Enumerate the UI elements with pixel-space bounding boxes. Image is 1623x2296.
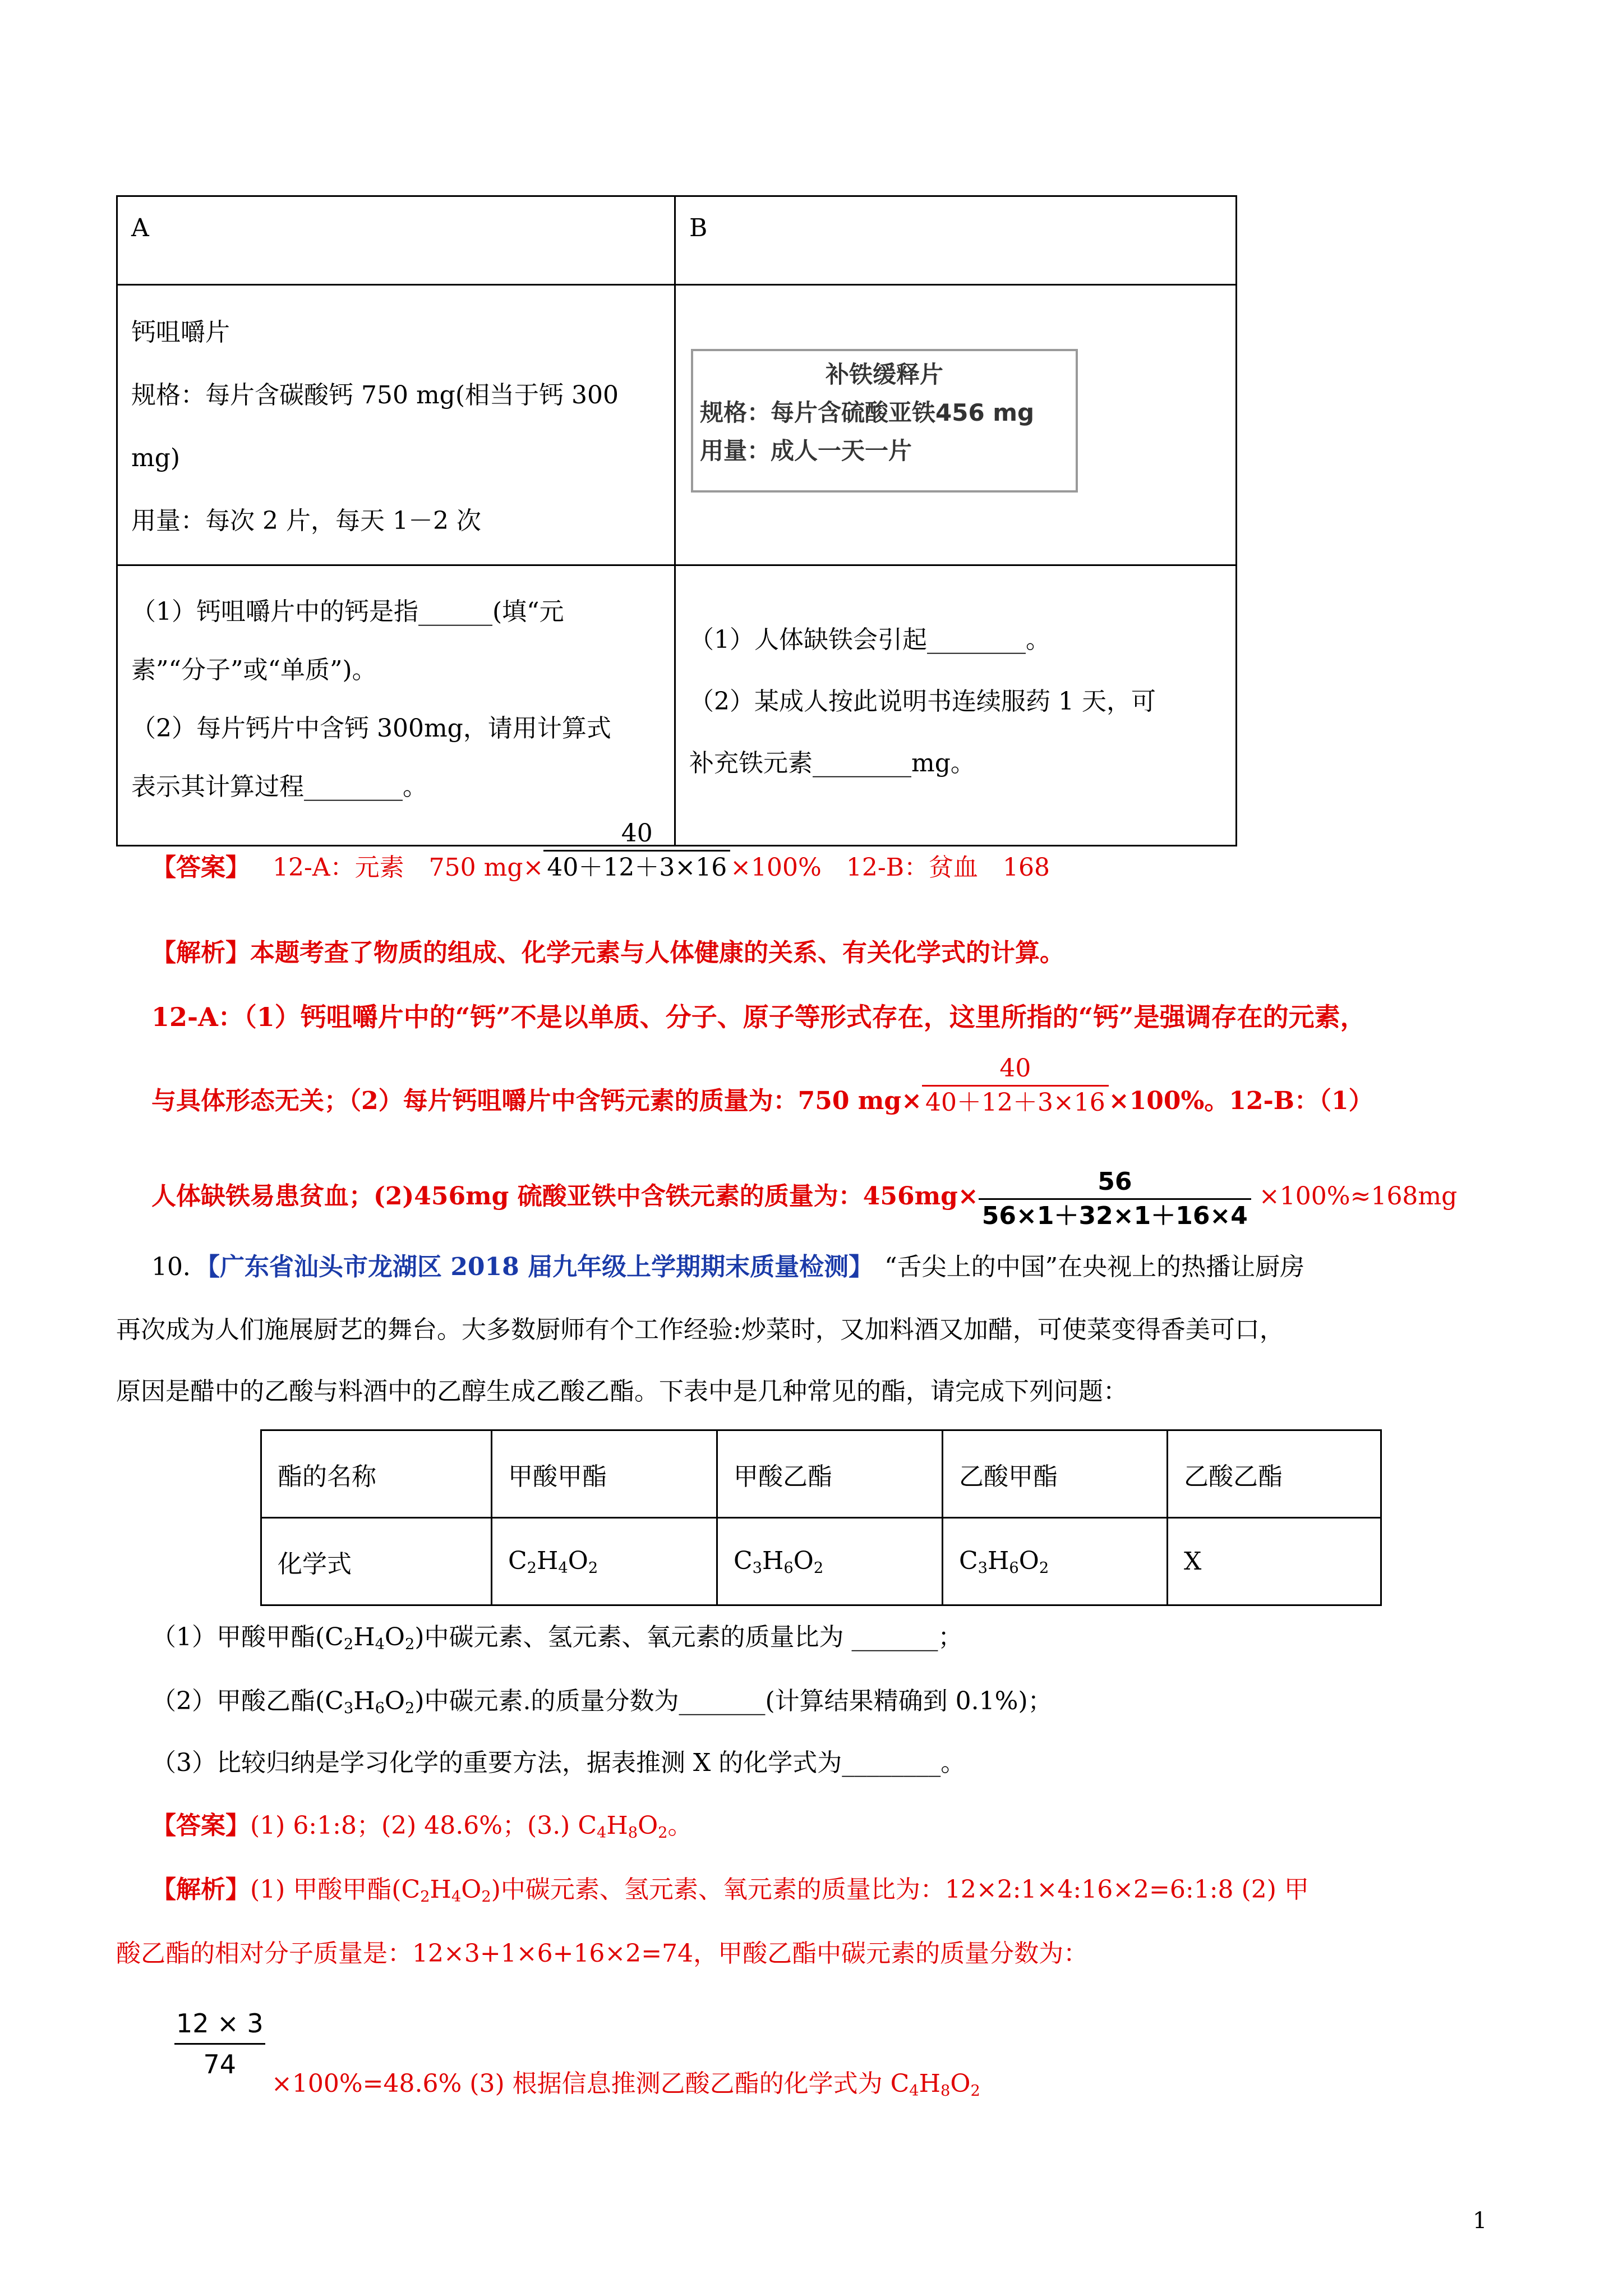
q10-analysis-fraction <box>173 2008 267 2079</box>
label-title: 补铁缓释片 <box>825 361 943 388</box>
iron-tablet-label <box>691 349 1078 493</box>
fraction-numerator: 56 <box>1098 1167 1132 1196</box>
formula-cell: $C_3H_6O_2$ <box>717 1518 943 1605</box>
q10-analysis-line2: 酸乙酯的相对分子质量是：12×3+1×6+16×2=74，甲酸乙酯中碳元素的质量分数为： <box>116 1939 1089 1968</box>
question-line: （1）人体缺铁会引起________。 <box>689 625 1050 654</box>
q12-analysis-line2: 12-A：（1）钙咀嚼片中的“钙”不是以单质、分子、原子等形式存在，这里所指的“钙”是强调存在的元素， <box>151 1002 1366 1032</box>
analysis-line3-text: ×100%=48.6% (3) 根据信息推测乙酸乙酯的化学式为 C <box>271 2069 910 2098</box>
ester-name: 甲酸甲酯 <box>492 1430 717 1518</box>
analysis-tag: 【解析】 <box>151 1875 250 1904</box>
calcium-iron-table <box>116 195 1237 846</box>
ester-name: 乙酸乙酯 <box>1168 1430 1381 1518</box>
answer-fraction <box>543 817 730 884</box>
q12-analysis-line3 <box>151 1054 1373 1119</box>
line3-fraction <box>922 1052 1109 1119</box>
question-line: 素”“分子”或“单质”)。 <box>131 656 377 684</box>
sub1-pre: （1）甲酸甲酯(C <box>151 1623 344 1651</box>
calcium-questions <box>117 565 675 846</box>
question-line: 补充铁元素________mg。 <box>689 749 975 777</box>
formula-cell: $C_3H_6O_2$ <box>943 1518 1168 1605</box>
formula-cell: X <box>1168 1518 1381 1605</box>
fraction-numerator: 40 <box>999 1054 1031 1083</box>
fraction-denominator: 40＋12＋3×16 <box>543 850 730 884</box>
ester-name: 乙酸甲酯 <box>943 1430 1168 1518</box>
fraction-numerator: 12 × 3 <box>176 2008 264 2039</box>
q10-line3: 原因是醋中的乙酸与料酒中的乙醇生成乙酸乙酯。下表中是几种常见的酯，请完成下列问题： <box>116 1377 1128 1406</box>
spec-line: 规格：每片含碳酸钙 750 mg(相当于钙 300 <box>131 381 619 409</box>
spec-line: 钙咀嚼片 <box>131 318 230 347</box>
q10-answer: 【答案】(1) 6:1:8；(2) 48.6%；(3.) $C_4H_8O_2$。 <box>151 1811 693 1842</box>
spec-line: mg) <box>131 444 181 472</box>
ester-name: 甲酸乙酯 <box>717 1430 943 1518</box>
question-line: （1）钙咀嚼片中的钙是指______(填“元 <box>131 597 564 626</box>
label-spec: 规格：每片含硫酸亚铁456 mg <box>700 399 1035 426</box>
fraction-numerator: 40 <box>621 818 653 848</box>
q10-sub3: （3）比较归纳是学习化学的重要方法，据表推测 X 的化学式为________。 <box>151 1749 966 1777</box>
fraction <box>173 2008 267 2079</box>
line4-fraction <box>979 1166 1251 1232</box>
fraction-denominator: 56×1＋32×1＋16×4 <box>979 1198 1251 1232</box>
q10-line1 <box>151 1251 1304 1283</box>
question-line: 表示其计算过程________。 <box>131 772 427 801</box>
question-line: （2）某成人按此说明书连续服药 1 天，可 <box>689 687 1156 716</box>
question-line: （2）每片钙片中含钙 300mg，请用计算式 <box>131 714 611 743</box>
analysis-post: )中碳元素、氢元素、氧元素的质量比为：12×2:1×4:16×2=6:1:8 (2) 甲 <box>491 1875 1309 1904</box>
answer-tag: 【答案】 <box>151 1811 250 1840</box>
fraction-denominator: 40＋12＋3×16 <box>922 1085 1109 1119</box>
answer-part1: 12-A：元素 750 mg× <box>273 853 544 882</box>
header-formula: 化学式 <box>261 1518 492 1605</box>
sub1-post: )中碳元素、氢元素、氧元素的质量比为 _______； <box>414 1623 963 1651</box>
header-b: B <box>675 196 1237 285</box>
iron-questions <box>675 565 1237 846</box>
line3-text-post: ×100%。12-B：（1） <box>1108 1086 1373 1115</box>
calcium-tablet-spec <box>117 285 675 565</box>
line4-text-post: ×100%≈168mg <box>1258 1181 1458 1211</box>
answer-tag: 【答案】 <box>151 853 250 882</box>
header-ester-name: 酯的名称 <box>261 1430 492 1518</box>
line4-text: 人体缺铁易患贫血；(2)456mg 硫酸亚铁中含铁元素的质量为：456mg× <box>151 1181 979 1211</box>
q10-line2: 再次成为人们施展厨艺的舞台。大多数厨师有个工作经验:炒菜时，又加料酒又加醋，可使菜变得香美可口， <box>116 1315 1284 1344</box>
answer-text: (1) 6:1:8；(2) 48.6%；(3.) C <box>250 1811 597 1840</box>
sub2-pre: （2）甲酸乙酯(C <box>151 1687 344 1715</box>
formula-cell: $C_2H_4O_2$ <box>492 1518 717 1605</box>
answer-part2: ×100% 12-B：贫血 168 <box>730 853 1050 882</box>
fraction-denominator: 74 <box>174 2043 265 2079</box>
q12-analysis-line1: 【解析】本题考查了物质的组成、化学元素与人体健康的关系、有关化学式的计算。 <box>151 938 1064 967</box>
header-a: A <box>117 196 675 285</box>
q10-analysis-line1: 【解析】(1) 甲酸甲酯$(C_2H_4O_2)$中碳元素、氢元素、氧元素的质量比为：12×2:1×4:16×2=6:1:8 (2) 甲 <box>151 1875 1309 1906</box>
q10-sub2: （2）甲酸乙酯$(C_3H_6O_2)$中碳元素.的质量分数为_______(计算结果精确到 0.1%)； <box>151 1687 1053 1717</box>
sub2-post: )中碳元素.的质量分数为_______(计算结果精确到 0.1%)； <box>414 1687 1053 1715</box>
page-number: 1 <box>1473 2208 1487 2234</box>
q12-analysis-line4 <box>151 1160 1457 1232</box>
label-dose: 用量：成人一天一片 <box>700 437 912 464</box>
question-source: 【广东省汕头市龙湖区 2018 届九年级上学期期末质量检测】 <box>208 1253 874 1281</box>
q12-answer <box>151 818 1050 884</box>
question-text: “舌尖上的中国”在央视上的热播让厨房 <box>884 1253 1305 1281</box>
q10-sub1: （1）甲酸甲酯$(C_2H_4O_2)$中碳元素、氢元素、氧元素的质量比为 _______； <box>151 1623 963 1653</box>
analysis-pre: (1) 甲酸甲酯(C <box>250 1875 421 1904</box>
line3-text: 与具体形态无关；（2）每片钙咀嚼片中含钙元素的质量为：750 mg× <box>151 1086 922 1115</box>
ester-table <box>260 1429 1382 1606</box>
spec-line: 用量：每次 2 片，每天 1－2 次 <box>131 507 481 535</box>
q10-analysis-line3: ×100%=48.6% (3) 根据信息推测乙酸乙酯的化学式为 $C_4H_8O_2$ <box>271 2069 980 2100</box>
question-number: 10． <box>151 1253 208 1281</box>
